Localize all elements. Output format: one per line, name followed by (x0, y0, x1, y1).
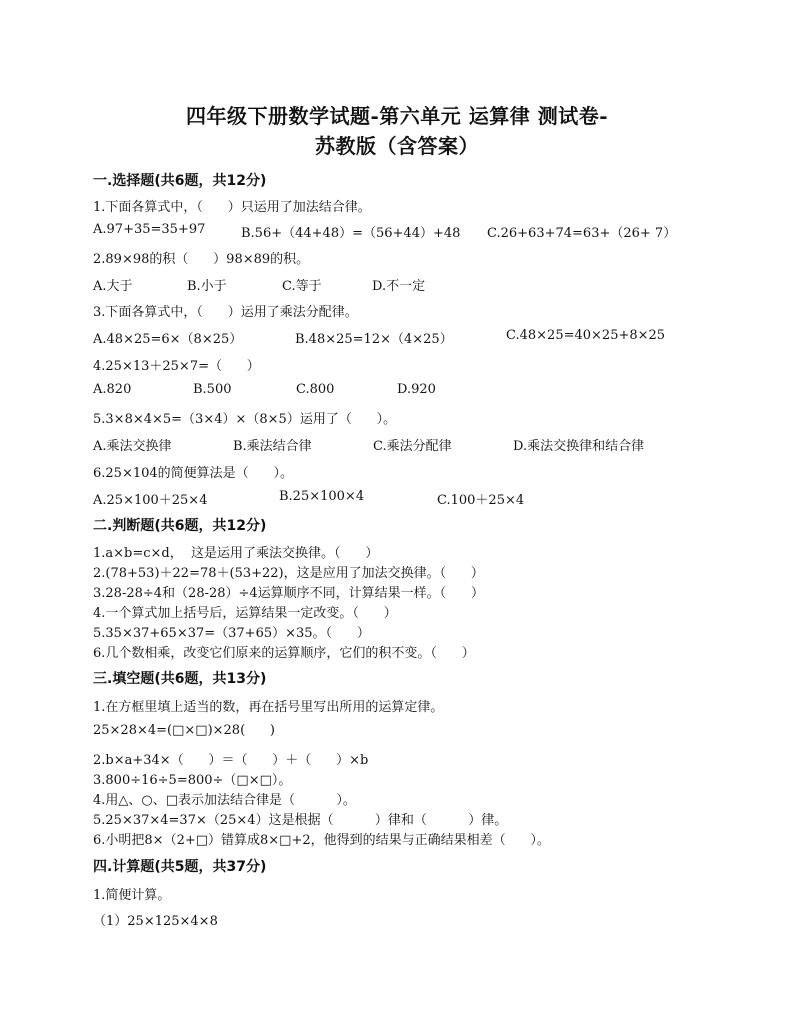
choice-1-option-b: B.56+（44+48）=（56+44）+48 (241, 226, 461, 241)
choice-2-option-d: D.不一定 (372, 279, 426, 294)
choice-5-option-b: B.乘法结合律 (233, 439, 312, 454)
section-heading-judge: 二.判断题(共6题，共12分) (93, 518, 267, 534)
choice-5-option-a: A.乘法交换律 (93, 439, 172, 454)
fill-question-3: 3.800÷16÷5=800÷（□×□）。 (93, 773, 292, 788)
fill-question-6: 6.小明把8×（2+□）错算成8×□+2，他得到的结果与正确结果相差（ ）。 (93, 833, 550, 848)
choice-question-4: 4.25×13＋25×7=（ ） (93, 359, 260, 374)
fill-question-1-expression: 25×28×4=(□×□)×28( ) (93, 723, 276, 738)
section-heading-choice: 一.选择题(共6题，共12分) (93, 173, 267, 189)
choice-4-option-d: D.920 (397, 382, 436, 397)
judge-statement-6: 6.几个数相乘，改变它们原来的运算顺序，它们的积不变。（ ） (93, 646, 475, 661)
choice-question-6: 6.25×104的简便算法是（ ）。 (93, 466, 293, 481)
calc-question-1: 1.简便计算。 (93, 888, 171, 903)
choice-1-option-a: A.97+35=35+97 (93, 222, 206, 237)
choice-3-option-a: A.48×25=6×（8×25） (93, 332, 243, 347)
fill-question-5: 5.25×37×4=37×（25×4）这是根据（ ）律和（ ）律。 (93, 813, 508, 828)
section-heading-calc: 四.计算题(共5题，共37分) (93, 859, 267, 875)
fill-question-2: 2.b×a+34×（ ）＝（ ）＋（ ）×b (93, 753, 369, 768)
choice-question-1: 1.下面各算式中，（ ）只运用了加法结合律。 (93, 200, 371, 215)
choice-5-option-d: D.乘法交换律和结合律 (513, 439, 645, 454)
judge-statement-2: 2.(78+53)＋22=78＋(53+22)，这是应用了加法交换律。（ ） (93, 566, 484, 581)
choice-4-option-a: A.820 (93, 382, 132, 397)
choice-6-option-a: A.25×100＋25×4 (93, 493, 208, 508)
judge-statement-5: 5.35×37+65×37=（37+65）×35。（ ） (93, 626, 370, 641)
choice-question-5: 5.3×8×4×5=（3×4）×（8×5）运用了（ ）。 (93, 412, 397, 427)
judge-statement-1: 1.a×b=c×d， 这是运用了乘法交换律。（ ） (93, 546, 379, 561)
page-title-line1: 四年级下册数学试题-第六单元 运算律 测试卷- (185, 104, 609, 128)
choice-1-option-c: C.26+63+74=63+（26+ 7） (487, 226, 677, 241)
judge-statement-4: 4.一个算式加上括号后，运算结果一定改变。（ ） (93, 606, 397, 621)
choice-question-3: 3.下面各算式中，（ ）运用了乘法分配律。 (93, 305, 358, 320)
section-heading-fill: 三.填空题(共6题，共13分) (93, 671, 267, 687)
calc-question-1-part-1: （1）25×125×4×8 (93, 914, 218, 929)
choice-2-option-c: C.等于 (282, 279, 322, 294)
choice-3-option-c: C.48×25=40×25+8×25 (506, 328, 666, 343)
choice-3-option-b: B.48×25=12×（4×25） (295, 332, 453, 347)
judge-statement-3: 3.28-28÷4和（28-28）÷4运算顺序不同，计算结果一样。（ ） (93, 586, 484, 601)
choice-4-option-c: C.800 (296, 382, 335, 397)
choice-6-option-b: B.25×100×4 (279, 489, 365, 504)
choice-2-option-b: B.小于 (187, 279, 227, 294)
choice-4-option-b: B.500 (193, 382, 232, 397)
fill-question-4: 4.用△、○、□表示加法结合律是（ ）。 (93, 793, 356, 808)
choice-question-2: 2.89×98的积（ ）98×89的积。 (93, 252, 310, 267)
choice-2-option-a: A.大于 (93, 279, 133, 294)
fill-question-1: 1.在方框里填上适当的数，再在括号里写出所用的运算定律。 (93, 700, 444, 715)
choice-6-option-c: C.100＋25×4 (437, 493, 525, 508)
choice-5-option-c: C.乘法分配律 (373, 439, 452, 454)
page-title-line2: 苏教版（含答案） (315, 134, 479, 158)
